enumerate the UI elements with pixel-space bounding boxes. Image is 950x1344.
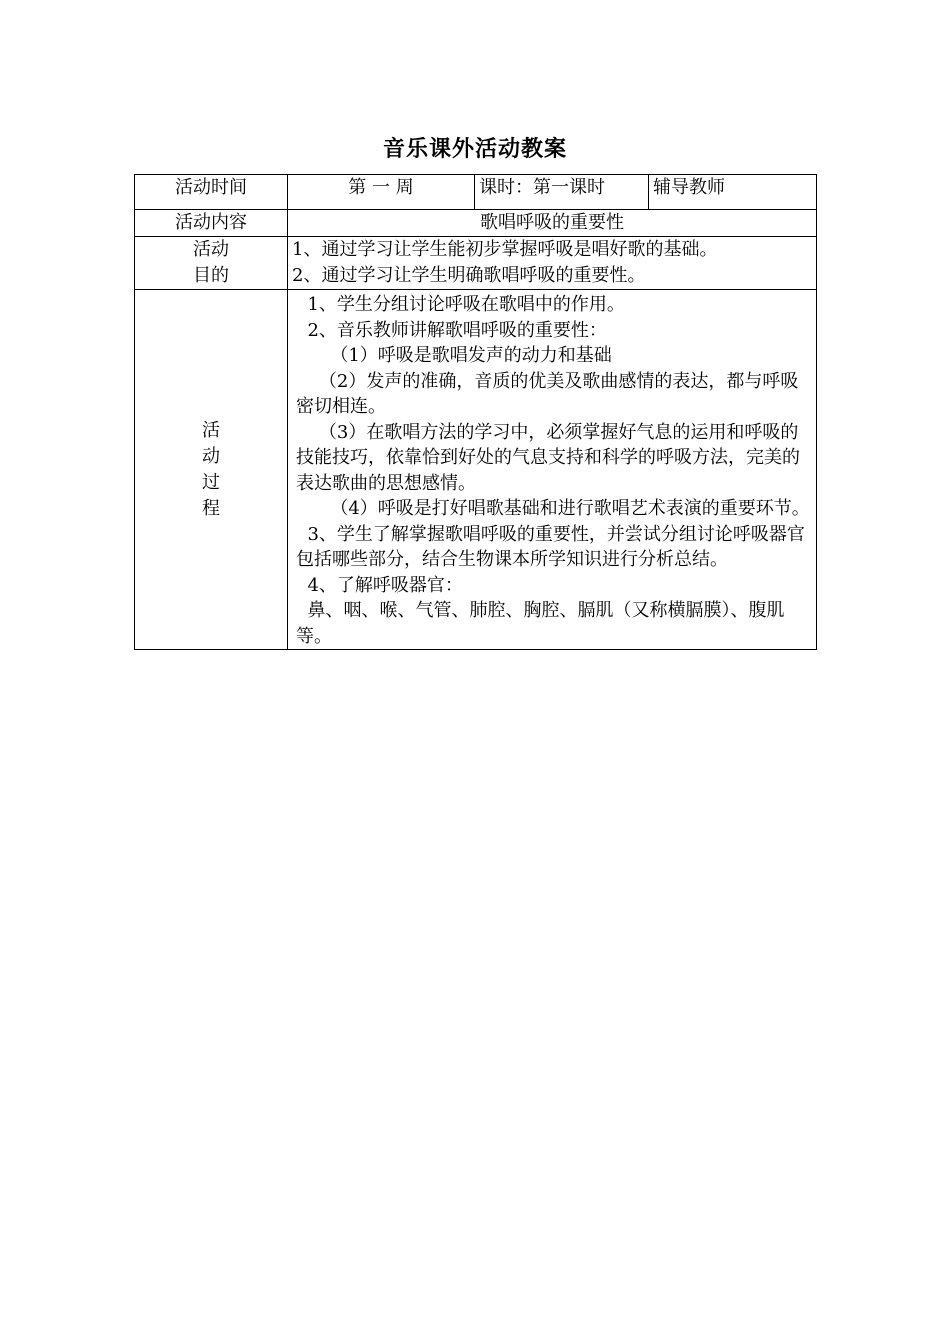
process-label-char: 动 bbox=[202, 445, 220, 467]
process-label-char: 过 bbox=[202, 471, 220, 493]
process-step: （4）呼吸是打好唱歌基础和进行歌唱艺术表演的重要环节。 bbox=[296, 498, 810, 519]
content-value-cell bbox=[288, 210, 817, 237]
process-step: 2、音乐教师讲解歌唱呼吸的重要性： bbox=[296, 319, 607, 341]
goal-item: 2、通过学习让学生明确歌唱呼吸的重要性。 bbox=[292, 265, 646, 286]
process-step: 1、学生分组讨论呼吸在歌唱中的作用。 bbox=[296, 294, 625, 315]
time-label: 活动时间 bbox=[175, 177, 247, 198]
content-value: 歌唱呼吸的重要性 bbox=[480, 212, 624, 233]
process-label-cell bbox=[135, 290, 288, 650]
goal-label-cell bbox=[135, 237, 288, 290]
goal-label-line2: 目的 bbox=[193, 265, 229, 286]
document-title: 音乐课外活动教案 bbox=[382, 137, 567, 162]
row-activity-process bbox=[135, 290, 817, 650]
goal-label-line1: 活动 bbox=[193, 239, 229, 260]
process-label-char: 程 bbox=[202, 497, 220, 519]
content-label: 活动内容 bbox=[175, 212, 247, 233]
week-cell bbox=[288, 175, 475, 210]
process-step: （3）在歌唱方法的学习中，必须掌握好气息的运用和呼吸的技能技巧，依靠恰到好处的气息支持和科学的呼吸方法，完美的表达歌曲的思想感情。 bbox=[296, 421, 800, 494]
lesson-value: 课时：第一课时 bbox=[479, 177, 605, 198]
content-label-cell bbox=[135, 210, 288, 237]
process-content-cell bbox=[288, 290, 817, 650]
week-value: 第 一 周 bbox=[348, 177, 414, 198]
goal-content-cell bbox=[288, 237, 817, 290]
teacher-label: 辅导教师 bbox=[653, 177, 725, 198]
process-step: 4、了解呼吸器官： bbox=[296, 574, 463, 596]
process-step: 鼻、咽、喉、气管、肺腔、胸腔、膈肌（又称横膈膜）、腹肌等。 bbox=[296, 600, 785, 647]
teacher-cell bbox=[649, 175, 817, 210]
row-activity-goal bbox=[135, 237, 817, 290]
lesson-cell bbox=[475, 175, 649, 210]
process-step: （1）呼吸是歌唱发声的动力和基础 bbox=[296, 345, 612, 366]
process-step: （2）发声的准确，音质的优美及歌曲感情的表达，都与呼吸密切相连。 bbox=[296, 370, 799, 417]
process-step: 3、学生了解掌握歌唱呼吸的重要性，并尝试分组讨论呼吸器官包括哪些部分，结合生物课本所学知识进行分析总结。 bbox=[296, 523, 805, 570]
goal-item: 1、通过学习让学生能初步掌握呼吸是唱好歌的基础。 bbox=[292, 239, 718, 260]
lesson-plan-table bbox=[134, 174, 817, 650]
time-label-cell bbox=[135, 175, 288, 210]
process-label-char: 活 bbox=[202, 419, 220, 441]
row-activity-time bbox=[135, 175, 817, 210]
row-activity-content bbox=[135, 210, 817, 237]
